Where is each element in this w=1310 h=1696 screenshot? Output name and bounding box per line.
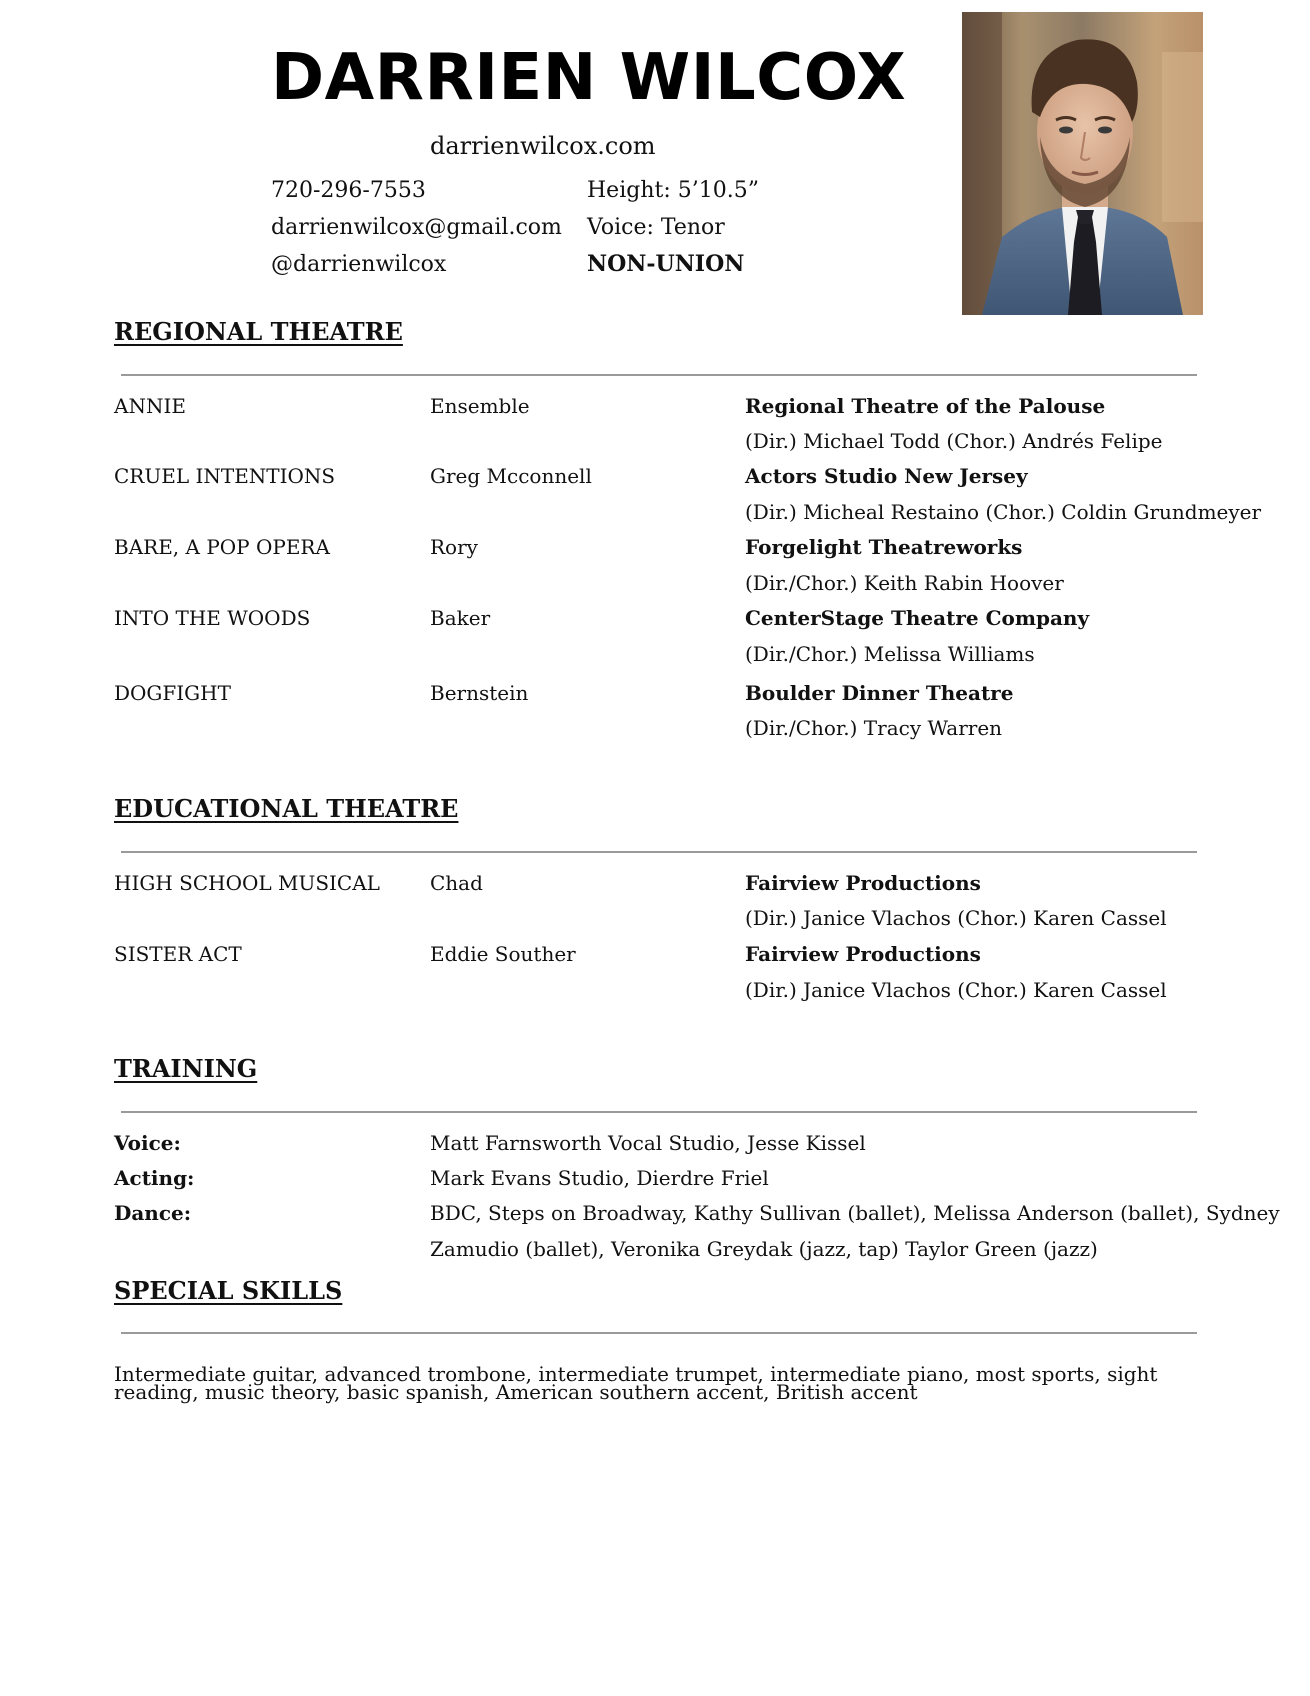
credit-directors: (Dir./Chor.) Keith Rabin Hoover: [745, 571, 1064, 595]
credit-role: Eddie Souther: [430, 942, 576, 966]
training-value: Mark Evans Studio, Dierdre Friel: [430, 1166, 769, 1190]
credit-directors: (Dir.) Janice Vlachos (Chor.) Karen Cassel: [745, 978, 1167, 1002]
email-address[interactable]: darrienwilcox@gmail.com: [271, 215, 562, 240]
credit-company: CenterStage Theatre Company: [745, 606, 1090, 630]
credit-directors: (Dir./Chor.) Tracy Warren: [745, 716, 1003, 740]
credit-role: Greg Mcconnell: [430, 464, 592, 488]
credit-show: BARE, A POP OPERA: [114, 535, 330, 559]
section-divider: [121, 1332, 1197, 1334]
headshot-photo: [962, 12, 1203, 315]
credit-company: Fairview Productions: [745, 942, 981, 966]
section-heading-training: TRAINING: [114, 1054, 258, 1083]
social-handle[interactable]: @darrienwilcox: [271, 252, 447, 277]
section-heading-skills: SPECIAL SKILLS: [114, 1276, 343, 1305]
special-skills-text: Intermediate guitar, advanced trombone, intermediate trumpet, intermediate piano, most sports, sight reading, music theory, basic spanish, American southern accent, British accent: [114, 1362, 1158, 1404]
union-status: NON-UNION: [587, 251, 745, 277]
website-link[interactable]: darrienwilcox.com: [430, 132, 656, 160]
contact-info: [271, 172, 562, 283]
section-divider: [121, 374, 1197, 376]
height-info: Height: 5’10.5”: [587, 178, 759, 203]
credit-role: Ensemble: [430, 394, 530, 418]
credit-directors: (Dir./Chor.) Melissa Williams: [745, 642, 1035, 666]
credit-show: HIGH SCHOOL MUSICAL: [114, 871, 380, 895]
voice-type: Voice: Tenor: [587, 215, 725, 240]
credit-directors: (Dir.) Janice Vlachos (Chor.) Karen Cassel: [745, 906, 1167, 930]
credit-company: Regional Theatre of the Palouse: [745, 394, 1106, 418]
credit-company: Actors Studio New Jersey: [745, 464, 1028, 488]
training-value-continued: Zamudio (ballet), Veronika Greydak (jazz, tap) Taylor Green (jazz): [430, 1237, 1098, 1261]
credit-show: DOGFIGHT: [114, 681, 231, 705]
credit-show: INTO THE WOODS: [114, 606, 311, 630]
actor-name: DARRIEN WILCOX: [271, 41, 907, 115]
section-divider: [121, 851, 1197, 853]
training-label: Dance:: [114, 1201, 192, 1225]
credit-show: SISTER ACT: [114, 942, 242, 966]
training-value: BDC, Steps on Broadway, Kathy Sullivan (ballet), Melissa Anderson (ballet), Sydney: [430, 1201, 1280, 1225]
training-label: Acting:: [114, 1166, 195, 1190]
vitals-info: [587, 172, 759, 283]
credit-role: Baker: [430, 606, 491, 630]
credit-directors: (Dir.) Michael Todd (Chor.) Andrés Felipe: [745, 429, 1163, 453]
section-divider: [121, 1111, 1197, 1113]
credit-company: Fairview Productions: [745, 871, 981, 895]
phone-number[interactable]: 720-296-7553: [271, 178, 426, 203]
credit-role: Chad: [430, 871, 483, 895]
credit-role: Rory: [430, 535, 478, 559]
credit-show: ANNIE: [114, 394, 186, 418]
credit-company: Boulder Dinner Theatre: [745, 681, 1014, 705]
credit-company: Forgelight Theatreworks: [745, 535, 1023, 559]
training-value: Matt Farnsworth Vocal Studio, Jesse Kissel: [430, 1131, 866, 1155]
credit-show: CRUEL INTENTIONS: [114, 464, 336, 488]
training-label: Voice:: [114, 1131, 181, 1155]
credit-directors: (Dir.) Micheal Restaino (Chor.) Coldin Grundmeyer: [745, 500, 1262, 524]
section-heading-regional: REGIONAL THEATRE: [114, 317, 403, 346]
section-heading-educational: EDUCATIONAL THEATRE: [114, 794, 459, 823]
credit-role: Bernstein: [430, 681, 529, 705]
